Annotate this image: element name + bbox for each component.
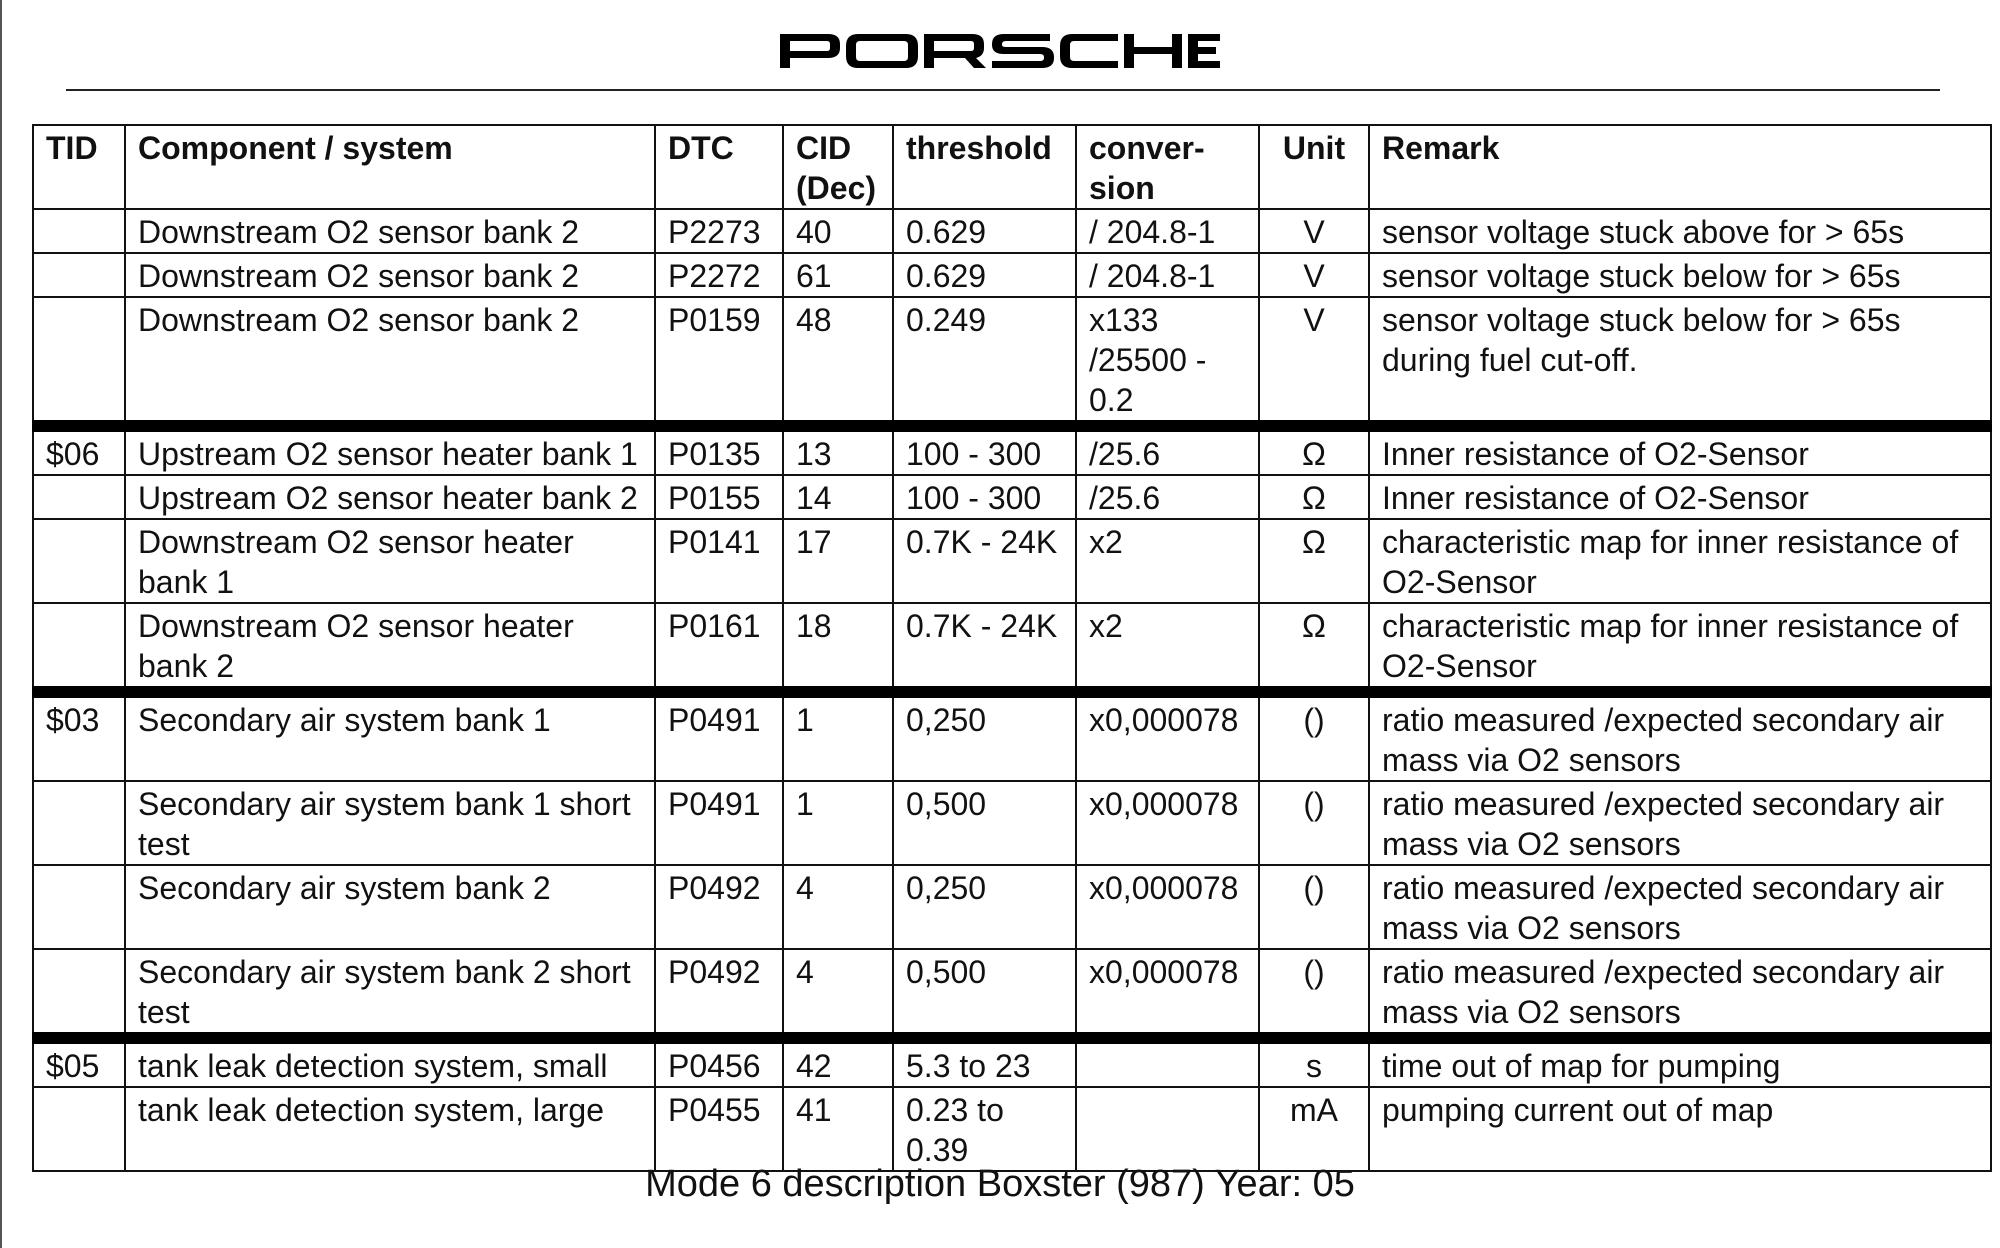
- cell-unit: (): [1259, 865, 1369, 949]
- cell-threshold: 100 - 300: [893, 475, 1076, 519]
- cell-threshold: 0.23 to 0.39: [893, 1087, 1076, 1171]
- cell-cid: 40: [783, 209, 893, 253]
- cell-cid: 18: [783, 603, 893, 692]
- header-cid: CID (Dec): [783, 125, 893, 209]
- cell-component: tank leak detection system, large: [125, 1087, 655, 1171]
- cell-unit: V: [1259, 209, 1369, 253]
- header-component: Component / system: [125, 125, 655, 209]
- cell-dtc: P0456: [655, 1038, 783, 1087]
- cell-conversion: [1076, 1038, 1259, 1087]
- cell-remark: sensor voltage stuck below for > 65s: [1369, 253, 1991, 297]
- cell-dtc: P0159: [655, 297, 783, 426]
- cell-unit: V: [1259, 253, 1369, 297]
- cell-component: Downstream O2 sensor heater bank 1: [125, 519, 655, 603]
- cell-cid: 4: [783, 865, 893, 949]
- cell-conversion: x2: [1076, 603, 1259, 692]
- cell-component: Secondary air system bank 2 short test: [125, 949, 655, 1038]
- cell-threshold: 0.7K - 24K: [893, 603, 1076, 692]
- cell-threshold: 0,500: [893, 949, 1076, 1038]
- cell-dtc: P2272: [655, 253, 783, 297]
- cell-dtc: P0491: [655, 781, 783, 865]
- table-row: [33, 253, 1991, 297]
- cell-conversion: x0,000078: [1076, 865, 1259, 949]
- cell-conversion: x2: [1076, 519, 1259, 603]
- porsche-wordmark: [780, 34, 1220, 68]
- cell-threshold: 0,500: [893, 781, 1076, 865]
- cell-remark: time out of map for pumping: [1369, 1038, 1991, 1087]
- table-row: [33, 865, 1991, 949]
- cell-dtc: P0141: [655, 519, 783, 603]
- table-row: [33, 297, 1991, 426]
- cell-component: tank leak detection system, small: [125, 1038, 655, 1087]
- cell-dtc: P2273: [655, 209, 783, 253]
- cell-remark: ratio measured /expected secondary air mass via O2 sensors: [1369, 692, 1991, 781]
- cell-dtc: P0161: [655, 603, 783, 692]
- header-tid: TID: [33, 125, 125, 209]
- cell-component: Secondary air system bank 2: [125, 865, 655, 949]
- cell-component: Downstream O2 sensor bank 2: [125, 209, 655, 253]
- cell-cid: 17: [783, 519, 893, 603]
- cell-unit: Ω: [1259, 603, 1369, 692]
- cell-cid: 41: [783, 1087, 893, 1171]
- cell-unit: Ω: [1259, 475, 1369, 519]
- table-row: [33, 692, 1991, 781]
- cell-component: Secondary air system bank 1 short test: [125, 781, 655, 865]
- cell-unit: Ω: [1259, 519, 1369, 603]
- cell-threshold: 0,250: [893, 865, 1076, 949]
- table-row: [33, 949, 1991, 1038]
- cell-component: Downstream O2 sensor bank 2: [125, 297, 655, 426]
- mode6-table: [32, 124, 1992, 1172]
- cell-conversion: /25.6: [1076, 475, 1259, 519]
- cell-remark: ratio measured /expected secondary air mass via O2 sensors: [1369, 949, 1991, 1038]
- cell-tid: [33, 475, 125, 519]
- cell-remark: pumping current out of map: [1369, 1087, 1991, 1171]
- cell-unit: Ω: [1259, 426, 1369, 475]
- cell-unit: mA: [1259, 1087, 1369, 1171]
- cell-threshold: 0,250: [893, 692, 1076, 781]
- cell-cid: 42: [783, 1038, 893, 1087]
- cell-tid: [33, 519, 125, 603]
- cell-cid: 1: [783, 692, 893, 781]
- cell-dtc: P0492: [655, 865, 783, 949]
- cell-cid: 1: [783, 781, 893, 865]
- cell-cid: 4: [783, 949, 893, 1038]
- cell-dtc: P0135: [655, 426, 783, 475]
- cell-cid: 13: [783, 426, 893, 475]
- cell-remark: Inner resistance of O2-Sensor: [1369, 475, 1991, 519]
- cell-unit: (): [1259, 781, 1369, 865]
- cell-threshold: 0.7K - 24K: [893, 519, 1076, 603]
- header-threshold: threshold: [893, 125, 1076, 209]
- cell-conversion: /25.6: [1076, 426, 1259, 475]
- cell-component: Downstream O2 sensor bank 2: [125, 253, 655, 297]
- cell-tid: [33, 781, 125, 865]
- cell-remark: ratio measured /expected secondary air mass via O2 sensors: [1369, 781, 1991, 865]
- cell-unit: (): [1259, 949, 1369, 1038]
- cell-remark: sensor voltage stuck below for > 65s during fuel cut-off.: [1369, 297, 1991, 426]
- cell-tid: [33, 865, 125, 949]
- table-row: [33, 603, 1991, 692]
- header-rule: [66, 89, 1940, 91]
- cell-dtc: P0155: [655, 475, 783, 519]
- cell-dtc: P0491: [655, 692, 783, 781]
- cell-tid: $05: [33, 1038, 125, 1087]
- cell-conversion: [1076, 1087, 1259, 1171]
- cell-conversion: x0,000078: [1076, 692, 1259, 781]
- cell-remark: characteristic map for inner resistance of O2-Sensor: [1369, 519, 1991, 603]
- cell-tid: $03: [33, 692, 125, 781]
- cell-conversion: / 204.8-1: [1076, 253, 1259, 297]
- document-caption: Mode 6 description Boxster (987) Year: 05: [645, 1163, 1355, 1205]
- cell-tid: [33, 297, 125, 426]
- cell-remark: sensor voltage stuck above for > 65s: [1369, 209, 1991, 253]
- table-header-row: [33, 125, 1991, 209]
- cell-dtc: P0455: [655, 1087, 783, 1171]
- cell-conversion: / 204.8-1: [1076, 209, 1259, 253]
- header-conversion: conver-sion: [1076, 125, 1259, 209]
- cell-tid: [33, 209, 125, 253]
- table-row: [33, 781, 1991, 865]
- page-left-border: [0, 0, 2, 1248]
- cell-tid: $06: [33, 426, 125, 475]
- cell-tid: [33, 949, 125, 1038]
- cell-threshold: 5.3 to 23: [893, 1038, 1076, 1087]
- header-unit: Unit: [1259, 125, 1369, 209]
- header-remark: Remark: [1369, 125, 1991, 209]
- cell-remark: ratio measured /expected secondary air mass via O2 sensors: [1369, 865, 1991, 949]
- cell-threshold: 0.249: [893, 297, 1076, 426]
- cell-conversion: x0,000078: [1076, 949, 1259, 1038]
- cell-conversion: x133 /25500 - 0.2: [1076, 297, 1259, 426]
- table-row: [33, 519, 1991, 603]
- cell-tid: [33, 603, 125, 692]
- cell-remark: Inner resistance of O2-Sensor: [1369, 426, 1991, 475]
- cell-remark: characteristic map for inner resistance of O2-Sensor: [1369, 603, 1991, 692]
- cell-tid: [33, 1087, 125, 1171]
- cell-cid: 14: [783, 475, 893, 519]
- table-row: [33, 426, 1991, 475]
- table-row: [33, 1087, 1991, 1171]
- cell-component: Upstream O2 sensor heater bank 2: [125, 475, 655, 519]
- porsche-logo: [0, 34, 2000, 73]
- cell-unit: (): [1259, 692, 1369, 781]
- cell-conversion: x0,000078: [1076, 781, 1259, 865]
- table-row: [33, 1038, 1991, 1087]
- header-dtc: DTC: [655, 125, 783, 209]
- cell-unit: s: [1259, 1038, 1369, 1087]
- cell-unit: V: [1259, 297, 1369, 426]
- cell-cid: 61: [783, 253, 893, 297]
- table-row: [33, 475, 1991, 519]
- cell-tid: [33, 253, 125, 297]
- cell-dtc: P0492: [655, 949, 783, 1038]
- cell-cid: 48: [783, 297, 893, 426]
- cell-component: Upstream O2 sensor heater bank 1: [125, 426, 655, 475]
- cell-threshold: 0.629: [893, 209, 1076, 253]
- table-row: [33, 209, 1991, 253]
- cell-threshold: 0.629: [893, 253, 1076, 297]
- cell-threshold: 100 - 300: [893, 426, 1076, 475]
- cell-component: Downstream O2 sensor heater bank 2: [125, 603, 655, 692]
- cell-component: Secondary air system bank 1: [125, 692, 655, 781]
